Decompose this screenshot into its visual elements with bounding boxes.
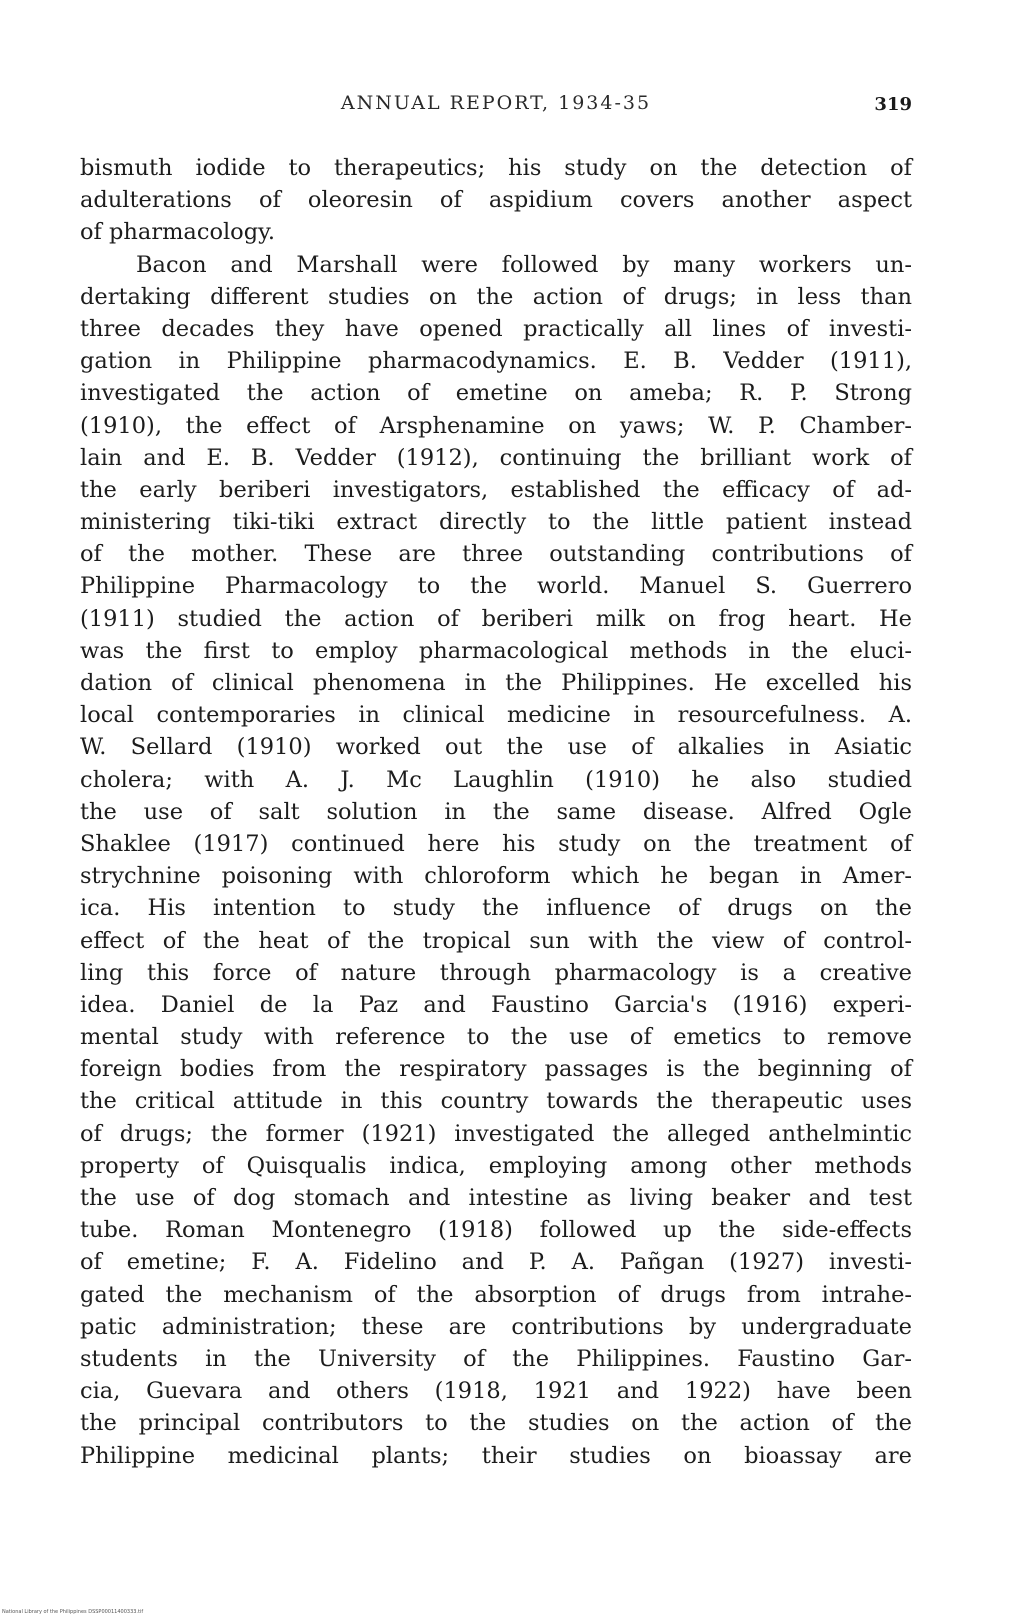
- text-line: patic administration; these are contributions by undergraduate: [80, 1313, 912, 1340]
- page-number: 319: [874, 94, 912, 115]
- text-line: ling this force of nature through pharmacology is a creative: [80, 959, 912, 986]
- text-line: bismuth iodide to therapeutics; his study on the detection of: [80, 155, 912, 181]
- text-line: Philippine Pharmacology to the world. Manuel S. Guerrero: [80, 573, 912, 600]
- text-line: the critical attitude in this country towards the therapeutic uses: [80, 1088, 912, 1115]
- text-line: dation of clinical phenomena in the Philippines. He excelled his: [80, 670, 912, 696]
- text-line: three decades they have opened practically all lines of investi-: [80, 315, 912, 342]
- text-line: was the first to employ pharmacological methods in the eluci-: [80, 637, 912, 664]
- text-line: of the mother. These are three outstanding contributions of: [80, 541, 912, 568]
- page-header: [80, 92, 912, 122]
- text-line: students in the University of the Philippines. Faustino Gar-: [80, 1345, 912, 1372]
- text-line: the use of dog stomach and intestine as living beaker and test: [80, 1185, 912, 1211]
- text-line: foreign bodies from the respiratory passages is the beginning of: [80, 1056, 912, 1083]
- text-line: ica. His intention to study the influence of drugs on the: [80, 895, 912, 922]
- body-text: [80, 152, 912, 1472]
- text-line: ministering tiki-tiki extract directly to the little patient instead: [80, 509, 912, 536]
- text-line: Shaklee (1917) continued here his study on the treatment of: [80, 830, 912, 857]
- text-line: gated the mechanism of the absorption of drugs from intrahe-: [80, 1281, 912, 1308]
- text-line: (1910), the effect of Arsphenamine on yaws; W. P. Chamber-: [80, 412, 912, 439]
- text-line: adulterations of oleoresin of aspidium covers another aspect: [80, 187, 912, 214]
- text-line: of emetine; F. A. Fidelino and P. A. Pañgan (1927) investi-: [80, 1249, 912, 1276]
- running-title: ANNUAL REPORT, 1934-35: [340, 92, 652, 114]
- text-line: investigated the action of emetine on ameba; R. P. Strong: [80, 380, 912, 407]
- text-line: of pharmacology.: [80, 219, 276, 246]
- text-line: local contemporaries in clinical medicine in resourcefulness. A.: [80, 702, 912, 729]
- text-line: the use of salt solution in the same disease. Alfred Ogle: [80, 798, 912, 825]
- text-line: the early beriberi investigators, established the efficacy of ad-: [80, 476, 912, 503]
- text-line: cia, Guevara and others (1918, 1921 and 1922) have been: [80, 1378, 912, 1405]
- text-line: (1911) studied the action of beriberi milk on frog heart. He: [80, 605, 912, 632]
- scan-footer-note: National Library of the Philippines DSSP00011400333.tif: [2, 1609, 144, 1615]
- text-line: dertaking different studies on the action of drugs; in less than: [80, 283, 912, 310]
- text-line: idea. Daniel de la Paz and Faustino Garcia's (1916) experi-: [80, 991, 912, 1018]
- text-line: gation in Philippine pharmacodynamics. E. B. Vedder (1911),: [80, 348, 912, 375]
- text-line: Bacon and Marshall were followed by many workers un-: [136, 251, 912, 278]
- text-line: property of Quisqualis indica, employing among other methods: [80, 1152, 912, 1179]
- text-line: tube. Roman Montenegro (1918) followed up the side-effects: [80, 1217, 912, 1244]
- text-line: the principal contributors to the studies on the action of the: [80, 1410, 912, 1437]
- text-line: Philippine medicinal plants; their studies on bioassay are: [80, 1442, 912, 1469]
- text-line: W. Sellard (1910) worked out the use of alkalies in Asiatic: [80, 734, 912, 761]
- text-line: of drugs; the former (1921) investigated the alleged anthelmintic: [80, 1120, 912, 1147]
- text-line: strychnine poisoning with chloroform which he began in Amer-: [80, 863, 912, 890]
- text-line: lain and E. B. Vedder (1912), continuing the brilliant work of: [80, 444, 912, 471]
- text-line: cholera; with A. J. Mc Laughlin (1910) he also studied: [80, 766, 912, 793]
- text-line: effect of the heat of the tropical sun with the view of control-: [80, 927, 912, 954]
- text-line: mental study with reference to the use of emetics to remove: [80, 1024, 912, 1051]
